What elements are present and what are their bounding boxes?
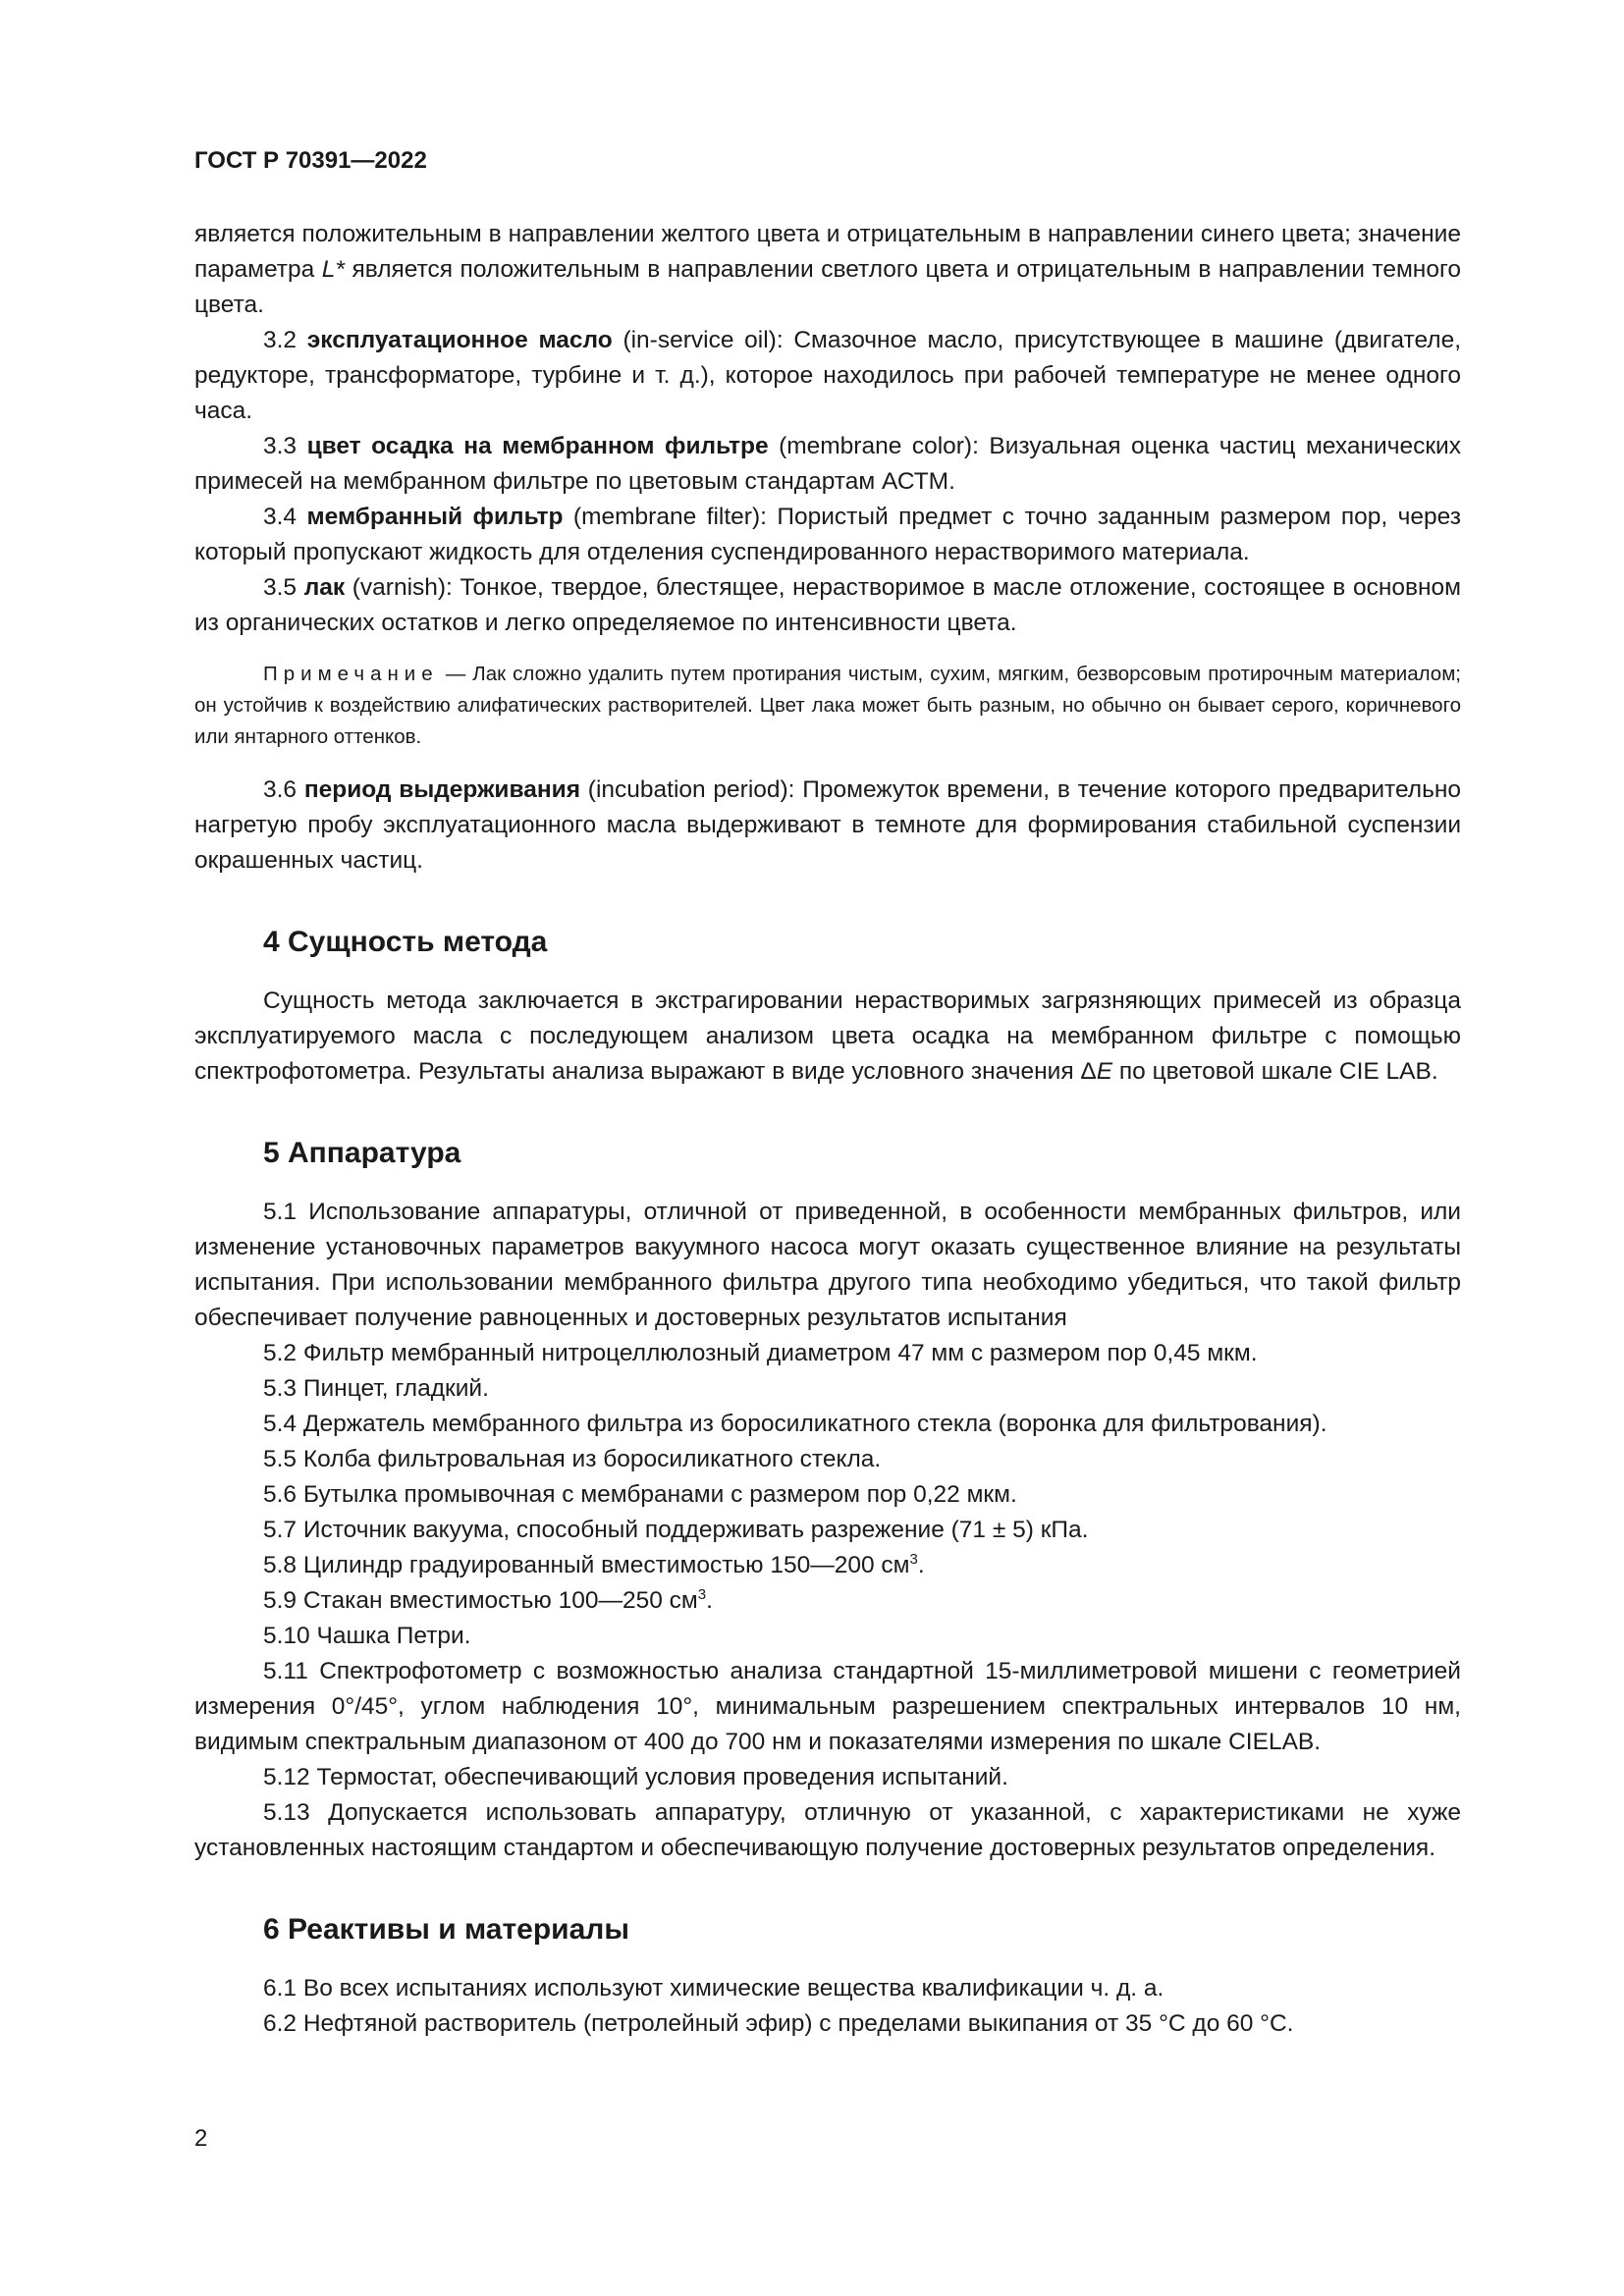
section-heading: 4 Сущность метода [263, 926, 548, 958]
list-item: 5.1 Использование аппаратуры, отличной от приведенной, в особенности мембранных фильтров, или изменение установочных параметров вакуумного насоса могут оказать существенное влияние на результаты испытания. При использовании мембранного фильтра другого типа необходимо убедиться, что такой фильтр обеспечивает получение равноценных и достоверных результатов испытания [194, 1199, 1461, 1331]
list-item: 5.11 Спектрофотометр с возможностью анализа стандартной 15-миллиметровой мишени с геометрией измерения 0°/45°, углом наблюдения 10°, минимальным разрешением спектральных интервалов 10 нм, видимым спектральным диапазоном от 400 до 700 нм и показателями измерения по шкале CIELAB. [194, 1658, 1461, 1755]
list-item: 5.8 Цилиндр градуированный вместимостью 150—200 $см^3$. [263, 1550, 925, 1578]
list-item: 5.7 Источник вакуума, способный поддерживать разрежение (71 ± 5) кПа. [263, 1517, 1089, 1543]
list-item: 5.5 Колба фильтровальная из боросиликатного стекла. [263, 1446, 882, 1472]
note: Примечание — Лак сложно удалить путем протирания чистым, сухим, мягким, безворсовым протирочным материалом; он устойчив к воздействию алифатических растворителей. Цвет лака может быть разным, но обычно он бывает серого, коричневого или янтарного оттенков. [194, 663, 1461, 748]
term-definition: 3.5 лак (varnish): Тонкое, твердое, блестящее, нерастворимое в масле отложение, состоящее в основном из органических остатков и легко определяемое по интенсивности цвета. [194, 574, 1461, 636]
list-item: 5.10 Чашка Петри. [263, 1623, 471, 1649]
term-definition: 3.4 мембранный фильтр (membrane filter): Пористый предмет с точно заданным размером пор, через который пропускают жидкость для отделения суспендированного нерастворимого материала. [194, 504, 1461, 565]
list-item: 5.2 Фильтр мембранный нитроцеллюлозный диаметром 47 мм с размером пор 0,45 мкм. [263, 1340, 1258, 1366]
list-item: 6.2 Нефтяной растворитель (петролейный эфир) с пределами выкипания от 35 °С до 60 °С. [263, 2010, 1294, 2037]
term-definition: 3.2 эксплуатационное масло (in-service oil): Смазочное масло, присутствующее в машине (двигателе, редукторе, трансформаторе, турбине и т. д.), которое находилось при рабочей температуре не менее одного часа. [194, 327, 1461, 424]
list-item: 5.9 Стакан вместимостью 100—250 $см^3$. [263, 1585, 713, 1614]
page-number: 2 [194, 2125, 208, 2152]
list-item: 5.12 Термостат, обеспечивающий условия проведения испытаний. [263, 1764, 1008, 1790]
term-definition: 3.6 период выдерживания (incubation period): Промежуток времени, в течение которого предварительно нагретую пробу эксплуатационного масла выдерживают в темноте для формирования стабильной суспензии окрашенных частиц. [194, 776, 1461, 874]
list-item: 6.1 Во всех испытаниях используют химические вещества квалификации ч. д. а. [263, 1975, 1164, 2002]
list-item: 5.4 Держатель мембранного фильтра из боросиликатного стекла (воронка для фильтрования). [263, 1411, 1327, 1437]
section-heading: 6 Реактивы и материалы [263, 1913, 629, 1946]
term-name: эксплуатационное масло [306, 327, 613, 353]
note-label: Примечание [263, 663, 439, 685]
term-name: период выдерживания [303, 776, 581, 803]
list-item: 5.13 Допускается использовать аппаратуру, отличную от указанной, с характеристиками не хуже установленных настоящим стандартом и обеспечивающую получение достоверных результатов определения. [194, 1799, 1461, 1861]
list-item: 5.3 Пинцет, гладкий. [263, 1375, 489, 1402]
document-page [194, 147, 1461, 2042]
continuation-paragraph: является положительным в направлении желтого цвета и отрицательным в направлении синего цвета; значение параметра L* является положительным в направлении светлого цвета и отрицательным в направлении темного цвета. [194, 221, 1461, 318]
term-name: цвет осадка на мембранном фильтре [306, 433, 769, 459]
section-paragraph: Сущность метода заключается в экстрагировании нерастворимых загрязняющих примесей из образца эксплуатируемого масла с последующем анализом цвета осадка на мембранном фильтре с помощью спектрофотометра. Результаты анализа выражают в виде условного значения ΔE по цветовой шкале CIE LAB. [194, 988, 1461, 1085]
term-name: лак [303, 574, 346, 601]
term-name: мембранный фильтр [306, 504, 564, 530]
list-item: 5.6 Бутылка промывочная с мембранами с размером пор 0,22 мкм. [263, 1481, 1017, 1508]
section-heading: 5 Аппаратура [263, 1137, 461, 1169]
document-header: ГОСТ Р 70391—2022 [194, 147, 427, 174]
term-definition: 3.3 цвет осадка на мембранном фильтре (membrane color): Визуальная оценка частиц механических примесей на мембранном фильтре по цветовым стандартам АСТМ. [194, 433, 1461, 495]
